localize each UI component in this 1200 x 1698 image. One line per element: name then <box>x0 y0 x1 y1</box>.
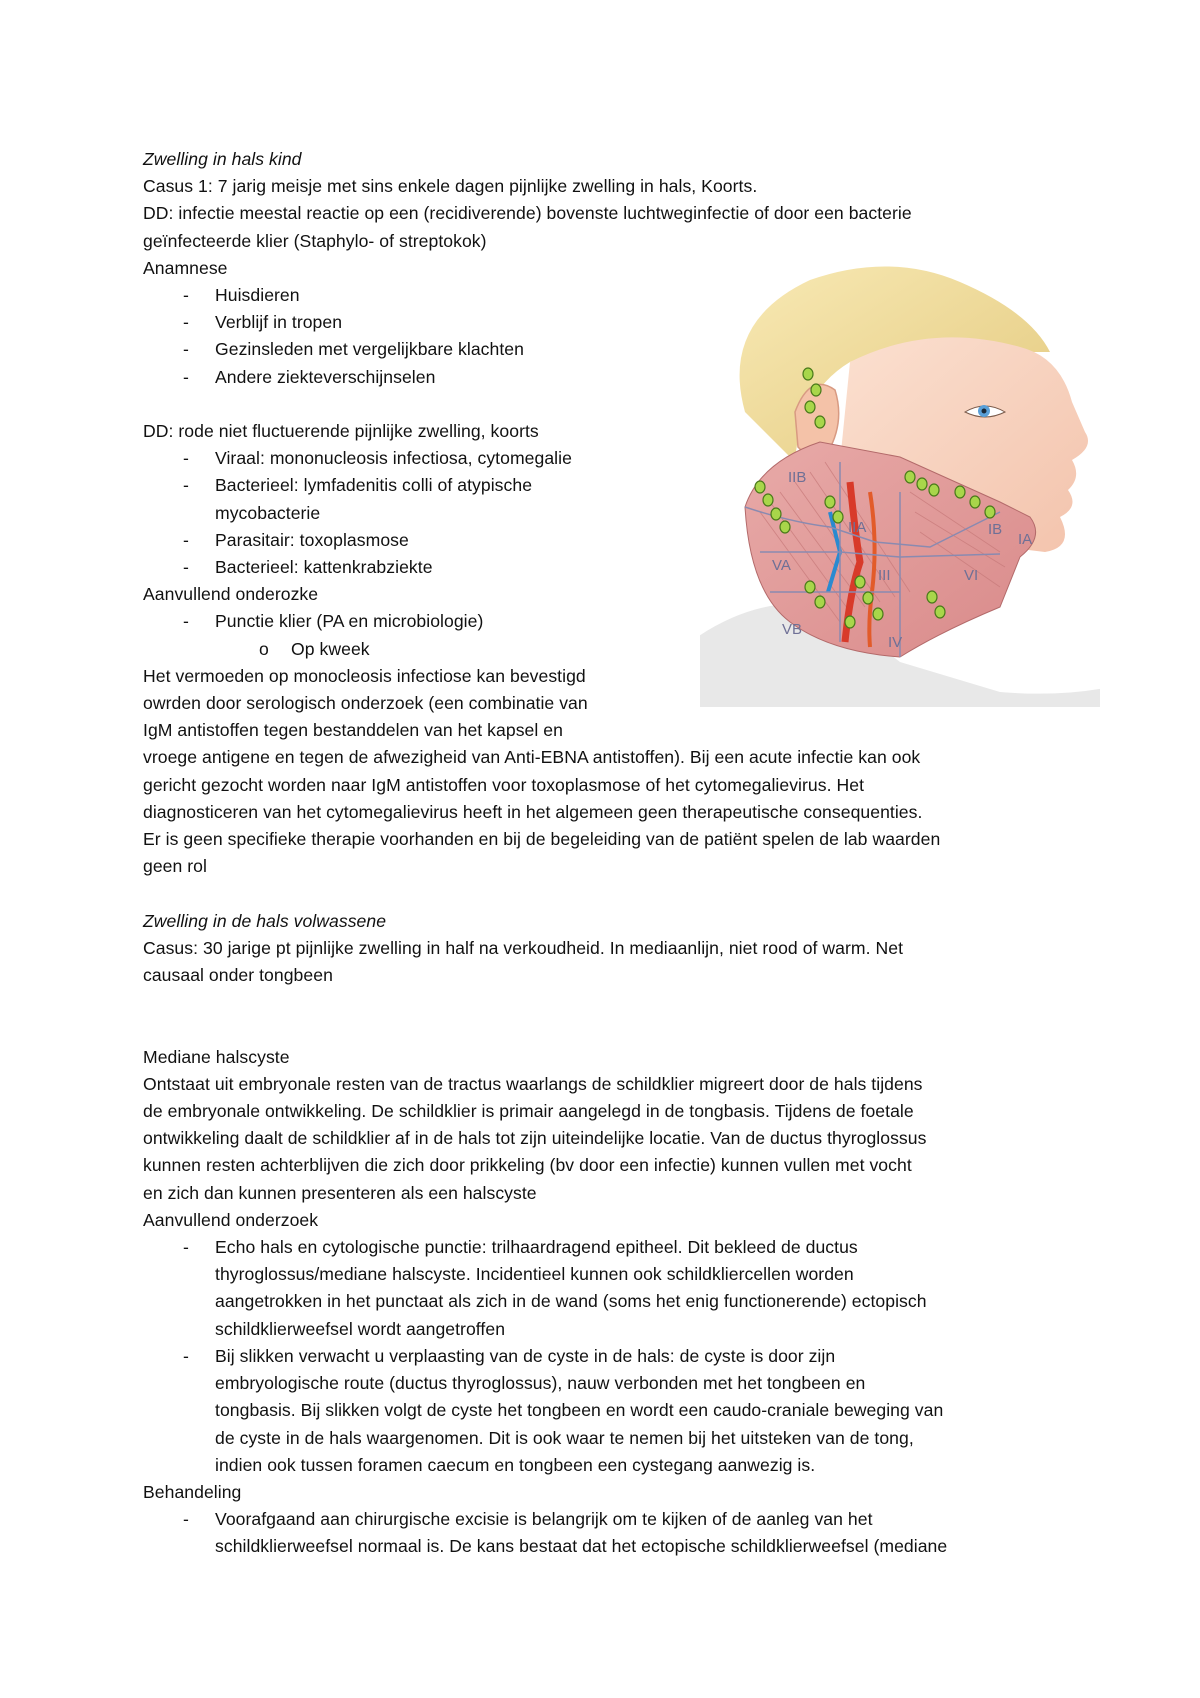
level-label-vi: VI <box>964 567 979 584</box>
paragraph-line: de embryonale ontwikkeling. De schildklier is primair aangelegd in de tongbasis. Tijdens de foetale <box>143 1101 914 1122</box>
list-item: - Voorafgaand aan chirurgische excisie is belangrijk om te kijken of de aanleg van het <box>143 1506 1073 1533</box>
list-dash: - <box>183 312 189 333</box>
list-dash: - <box>183 1237 189 1258</box>
list-item-continuation: schildklierweefsel wordt aangetroffen <box>215 1318 506 1339</box>
paragraph-line: ontwikkeling daalt de schildklier af in de hals tot zijn uiteindelijke locatie. Van de ductus thyroglossus <box>143 1128 927 1149</box>
list-item: - Bacterieel: lymfadenitis colli of atypische <box>143 472 1073 499</box>
list-item: - Gezinsleden met vergelijkbare klachten <box>143 336 1073 363</box>
list-item: - Parasitair: toxoplasmose <box>143 527 1073 554</box>
list-item-continuation: thyroglossus/mediane halscyste. Incidentieel kunnen ook schildkliercellen worden <box>215 1264 854 1285</box>
halscyste-heading: Mediane halscyste <box>143 1046 290 1067</box>
list-dash: - <box>183 285 189 306</box>
paragraph-line: kunnen resten achterblijven die zich door prikkeling (bv door een infectie) kunnen vullen met vocht <box>143 1155 912 1176</box>
aanvullend-heading: Aanvullend onderozke <box>143 584 319 605</box>
paragraph-line: owrden door serologisch onderzoek (een combinatie van <box>143 693 588 714</box>
list-dash: - <box>183 475 189 496</box>
list-item: - Huisdieren <box>143 282 1073 309</box>
list-dash: - <box>183 448 189 469</box>
level-label-vb: VB <box>782 621 803 638</box>
spacer <box>143 880 1073 907</box>
sub-list-item: o Op kweek <box>143 636 1073 663</box>
list-item-continuation: embryologische route (ductus thyroglossus), nauw verbonden met het tongbeen en <box>215 1373 866 1394</box>
casus-2-line1: Casus: 30 jarige pt pijnlijke zwelling in half na verkoudheid. In mediaanlijn, niet rood of warm. Net <box>143 937 904 958</box>
section-title-kind: Zwelling in hals kind <box>143 149 302 169</box>
paragraph-line: diagnosticeren van het cytomegalievirus heeft in het algemeen geen therapeutische consequenties. <box>143 801 923 822</box>
list-dash: - <box>183 529 189 550</box>
paragraph-line: IgM antistoffen tegen bestanddelen van het kapsel en <box>143 720 563 741</box>
spacer <box>143 989 1073 1043</box>
paragraph-line: Ontstaat uit embryonale resten van de tractus waarlangs de schildklier migreert door de hals tijdens <box>143 1073 923 1094</box>
paragraph-line: geen rol <box>143 856 207 877</box>
list-item: - Verblijf in tropen <box>143 309 1073 336</box>
list-dash: - <box>183 611 189 632</box>
list-item-continuation: mycobacterie <box>215 502 321 523</box>
level-label-iib: IIB <box>788 469 807 486</box>
list-item: - Bij slikken verwacht u verplaasting van de cyste in de hals: de cyste is door zijn <box>143 1343 1073 1370</box>
list-dash: - <box>183 339 189 360</box>
paragraph-line: vroege antigene en tegen de afwezigheid van Anti-EBNA antistoffen). Bij een acute infectie kan ook <box>143 747 921 768</box>
dd-infectie-line2: geïnfecteerde klier (Staphylo- of streptokok) <box>143 230 487 251</box>
level-label-iia: IIA <box>848 519 867 536</box>
level-label-iii: III <box>878 567 891 584</box>
dd-infectie-line1: DD: infectie meestal reactie op een (recidiverende) bovenste luchtweginfectie of door een bacterie <box>143 203 912 224</box>
list-item: - Viraal: mononucleosis infectiosa, cytomegalie <box>143 445 1073 472</box>
section-title-volwassene: Zwelling in de hals volwassene <box>143 910 387 931</box>
paragraph-line: gericht gezocht worden naar IgM antistoffen voor toxoplasmose of het cytomegalievirus. Het <box>143 774 865 795</box>
aanvullend-onderzoek-heading: Aanvullend onderzoek <box>143 1209 319 1230</box>
paragraph-line: Er is geen specifieke therapie voorhanden en bij de begeleiding van de patiënt spelen de lab waarden <box>143 829 941 850</box>
behandeling-heading: Behandeling <box>143 1481 242 1502</box>
paragraph-line: en zich dan kunnen presenteren als een halscyste <box>143 1182 537 1203</box>
list-dash: - <box>183 557 189 578</box>
anamnese-heading: Anamnese <box>143 257 228 278</box>
list-item: - Punctie klier (PA en microbiologie) <box>143 608 1073 635</box>
casus-1: Casus 1: 7 jarig meisje met sins enkele dagen pijnlijke zwelling in hals, Koorts. <box>143 176 758 197</box>
paragraph-line: Het vermoeden op monocleosis infectiose kan bevestigd <box>143 665 586 686</box>
list-item: - Andere ziekteverschijnselen <box>143 364 1073 391</box>
list-item-continuation: aangetrokken in het punctaat als zich in de wand (soms het enig functionerende) ectopisch <box>215 1291 927 1312</box>
list-item-continuation: tongbasis. Bij slikken volgt de cyste het tongbeen en wordt een caudo-craniale beweging van <box>215 1400 944 1421</box>
level-label-ib: IB <box>988 521 1003 538</box>
list-item-continuation: indien ook tussen foramen caecum en tongbeen een cystegang aanwezig is. <box>215 1454 816 1475</box>
casus-2-line2: causaal onder tongbeen <box>143 965 333 986</box>
list-dash: - <box>183 1509 189 1530</box>
list-dash: - <box>183 366 189 387</box>
list-item-continuation: schildklierweefsel normaal is. De kans bestaat dat het ectopische schildklierweefsel (mediane <box>215 1536 948 1557</box>
list-dash: - <box>183 1345 189 1366</box>
list-item: - Bacterieel: kattenkrabziekte <box>143 554 1073 581</box>
dd-koorts-heading: DD: rode niet fluctuerende pijnlijke zwelling, koorts <box>143 421 539 442</box>
sub-list-marker: o <box>259 638 269 659</box>
list-item-continuation: de cyste in de hals waargenomen. Dit is ook waar te nemen bij het uitsteken van de tong, <box>215 1427 914 1448</box>
level-label-va: VA <box>772 557 791 574</box>
list-item: - Echo hals en cytologische punctie: trilhaardragend epitheel. Dit bekleed de ductus <box>143 1234 1073 1261</box>
neck-illustration-svg <box>700 262 1100 707</box>
level-label-iv: IV <box>888 634 903 651</box>
level-label-ia: IA <box>1018 531 1033 548</box>
neck-lymph-node-levels-illustration <box>700 262 1100 707</box>
